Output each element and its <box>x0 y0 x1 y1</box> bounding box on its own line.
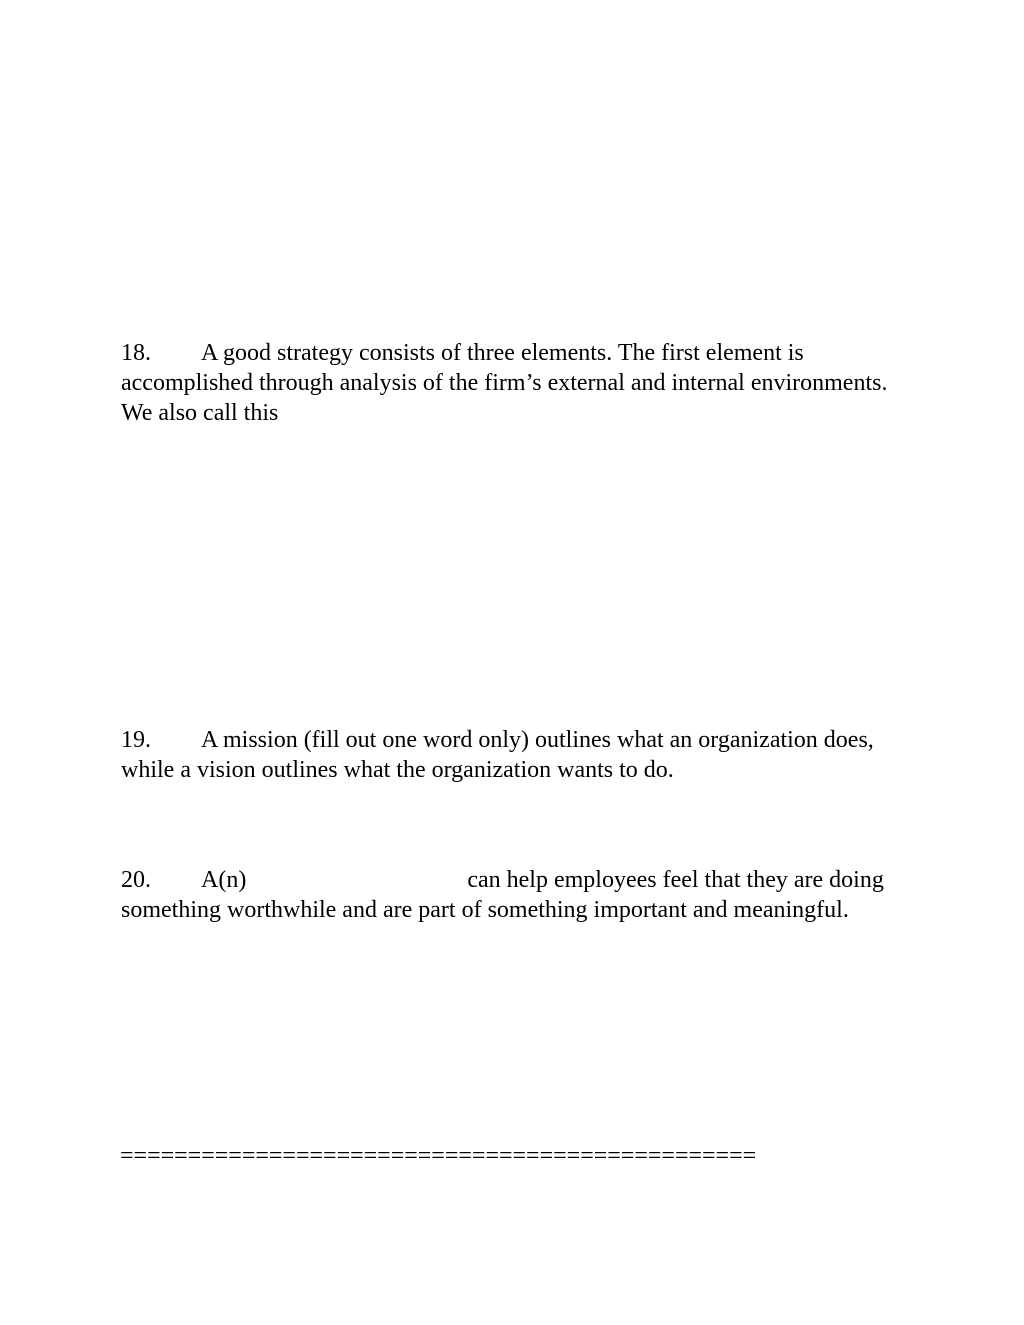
question-18 <box>121 338 921 428</box>
question-text-before-blank: A(n) <box>201 867 247 893</box>
question-text-after-blank: can help employees feel that they are doing something worthwhile and are part of something important and meaningful. <box>121 867 884 923</box>
question-text: A good strategy consists of three elements. The first element is accomplished through analysis of the firm’s external and internal environments. We also call this <box>121 340 888 426</box>
question-text: A mission (fill out one word only) outlines what an organization does, while a vision outlines what the organization wants to do. <box>121 727 874 783</box>
question-20 <box>121 865 921 925</box>
separator-line: =============================================== <box>120 1143 757 1169</box>
question-number: 20. <box>121 867 151 893</box>
question-19 <box>121 725 921 785</box>
question-number: 18. <box>121 340 151 366</box>
question-number: 19. <box>121 727 151 753</box>
